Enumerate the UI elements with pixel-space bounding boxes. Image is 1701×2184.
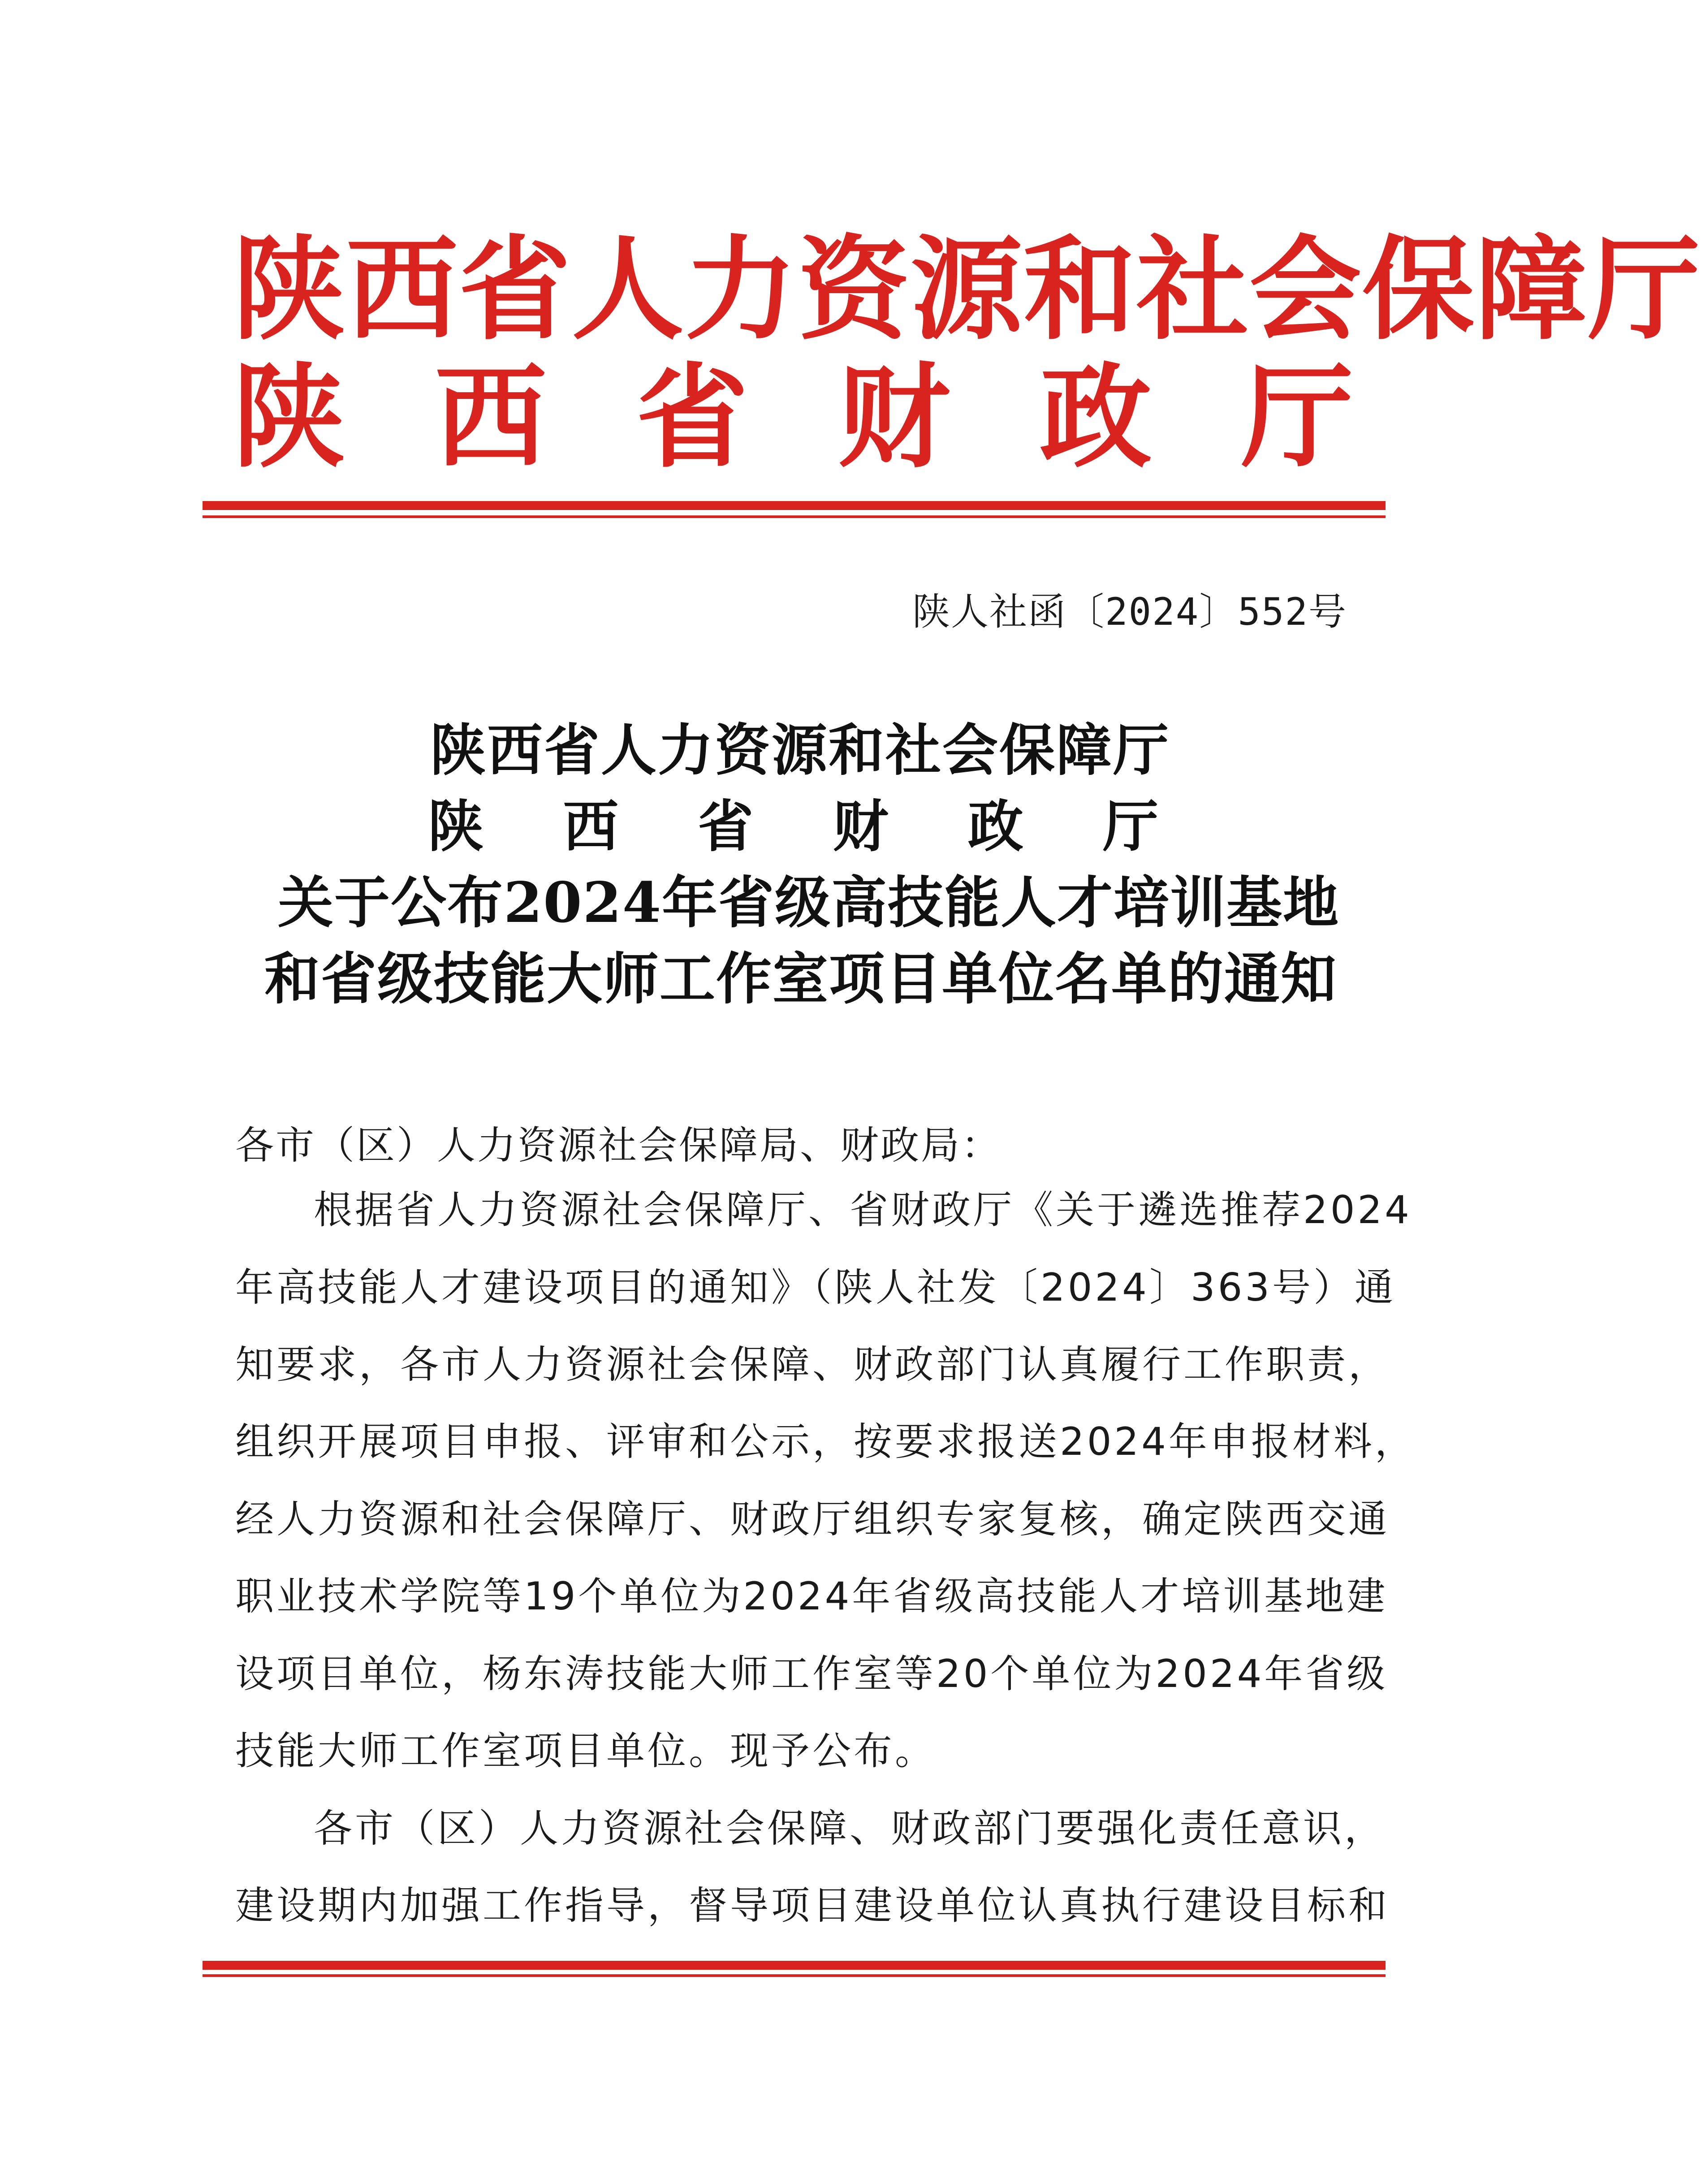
title-line-2-char: 政 xyxy=(967,794,1023,859)
title-line-3: 关于公布2024年省级高技能人才培训基地 xyxy=(278,870,1340,935)
header-org-line-2-char: 陕 xyxy=(233,351,345,483)
header-org-line-2-char: 政 xyxy=(1040,351,1152,483)
title-line-2-char: 陕 xyxy=(428,794,484,859)
paragraph-1-line: 根据省人力资源社会保障厅、省财政厅《关于遴选推荐2024 xyxy=(314,1188,1412,1233)
header-divider-thin xyxy=(203,515,1386,518)
paragraph-1-line: 年高技能人才建设项目的通知》（陕人社发〔2024〕363号）通 xyxy=(235,1265,1396,1310)
paragraph-1-line: 技能大师工作室项目单位。现予公布。 xyxy=(235,1729,936,1773)
title-line-4: 和省级技能大师工作室项目单位名单的通知 xyxy=(264,947,1338,1012)
salutation: 各市（区）人力资源社会保障局、财政局： xyxy=(235,1123,1002,1168)
header-org-line-2-char: 厅 xyxy=(1241,351,1353,483)
footer-divider-thick xyxy=(203,1961,1386,1970)
header-org-line-2-char: 财 xyxy=(838,351,950,483)
paragraph-1-line: 组织开展项目申报、评审和公示，按要求报送2024年申报材料， xyxy=(235,1419,1416,1464)
header-org-line-2-char: 省 xyxy=(636,351,748,483)
header-org-line-2-char: 西 xyxy=(435,351,547,483)
title-line-2-char: 省 xyxy=(698,794,754,859)
paragraph-1-line: 职业技术学院等19个单位为2024年省级高技能人才培训基地建 xyxy=(235,1574,1388,1619)
paragraph-1-line: 经人力资源和社会保障厅、财政厅组织专家复核，确定陕西交通 xyxy=(235,1497,1390,1542)
paragraph-2-line: 建设期内加强工作指导，督导项目建设单位认真执行建设目标和 xyxy=(235,1883,1390,1928)
title-line-2-char: 财 xyxy=(833,794,889,859)
header-org-line-2 xyxy=(233,351,1353,483)
title-line-1: 陕西省人力资源和社会保障厅 xyxy=(430,718,1170,783)
document-number: 陕人社函〔2024〕552号 xyxy=(912,590,1347,634)
title-line-2-char: 厅 xyxy=(1102,794,1158,859)
title-line-2 xyxy=(428,793,1158,861)
paragraph-1-line: 知要求，各市人力资源社会保障、财政部门认真履行工作职责， xyxy=(235,1342,1390,1387)
header-org-line-1: 陕西省人力资源和社会保障厅 xyxy=(233,223,1701,355)
header-divider-thick xyxy=(203,501,1386,510)
paragraph-2-line: 各市（区）人力资源社会保障、财政部门要强化责任意识， xyxy=(314,1806,1386,1851)
footer-divider-thin xyxy=(203,1974,1386,1977)
title-line-2-char: 西 xyxy=(563,794,619,859)
paragraph-1-line: 设项目单位，杨东涛技能大师工作室等20个单位为2024年省级 xyxy=(235,1652,1388,1696)
